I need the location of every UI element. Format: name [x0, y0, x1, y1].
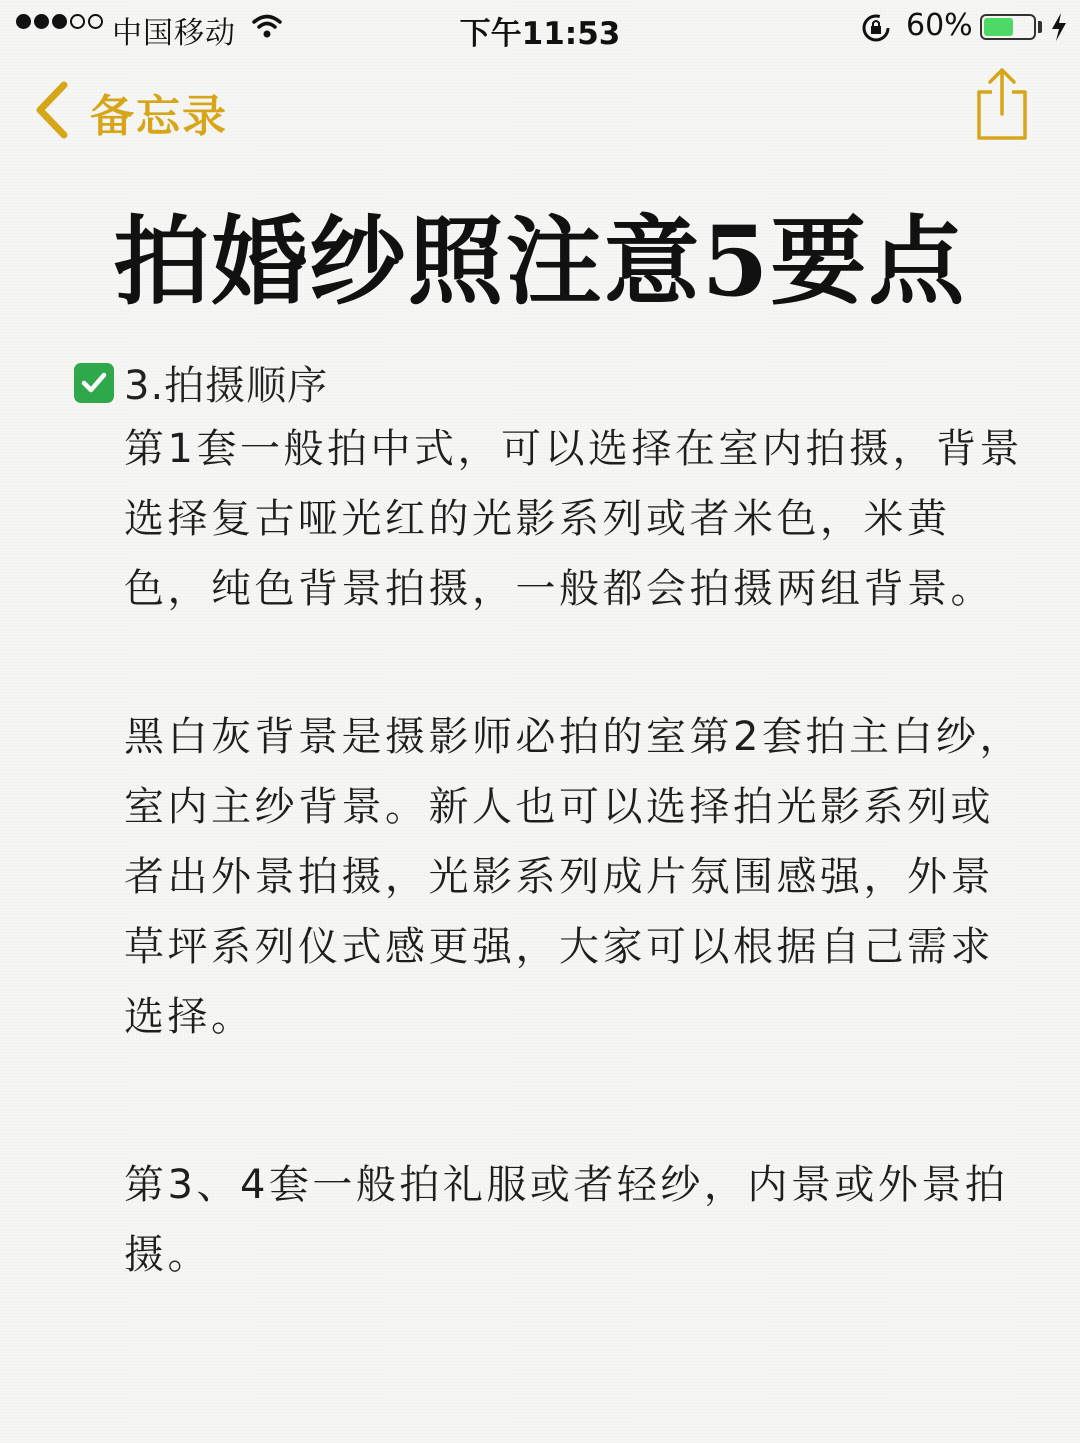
check-mark-button-icon: [74, 363, 114, 403]
battery-level-fill: [984, 18, 1013, 36]
charging-bolt-icon: [1050, 12, 1068, 50]
battery-icon: [980, 14, 1036, 40]
battery-percent: 60%: [906, 8, 973, 43]
note-paragraph: 第3、4套一般拍礼服或者轻纱，内景或外景拍摄。: [124, 1162, 1009, 1278]
status-bar: [0, 0, 1080, 56]
note-paragraph: 第1套一般拍中式，可以选择在室内拍摄，背景选择复古哑光红的光影系列或者米色，米黄色，纯色背景拍摄，一般都会拍摄两组背景。: [124, 426, 1023, 612]
share-icon: [974, 66, 1030, 142]
battery-tip: [1038, 21, 1042, 33]
status-time: 下午11:53: [459, 16, 621, 52]
carrier-name: 中国移动: [112, 16, 236, 51]
share-button[interactable]: [974, 66, 1030, 146]
note-title: 拍婚纱照注意5要点: [113, 205, 967, 318]
chevron-left-icon: [34, 81, 70, 143]
section-label: 3.拍摄顺序: [124, 363, 329, 409]
back-label: 备忘录: [90, 91, 228, 142]
back-button[interactable]: [34, 80, 228, 144]
note-paragraph: 黑白灰背景是摄影师必拍的室第2套拍主白纱，室内主纱背景。新人也可以选择拍光影系列或者出外景拍摄，光影系列成片氛围感强，外景草坪系列仪式感更强，大家可以根据自己需求选择。: [124, 714, 1023, 1040]
rotation-lock-icon: [860, 12, 892, 52]
section-heading: [74, 354, 328, 411]
